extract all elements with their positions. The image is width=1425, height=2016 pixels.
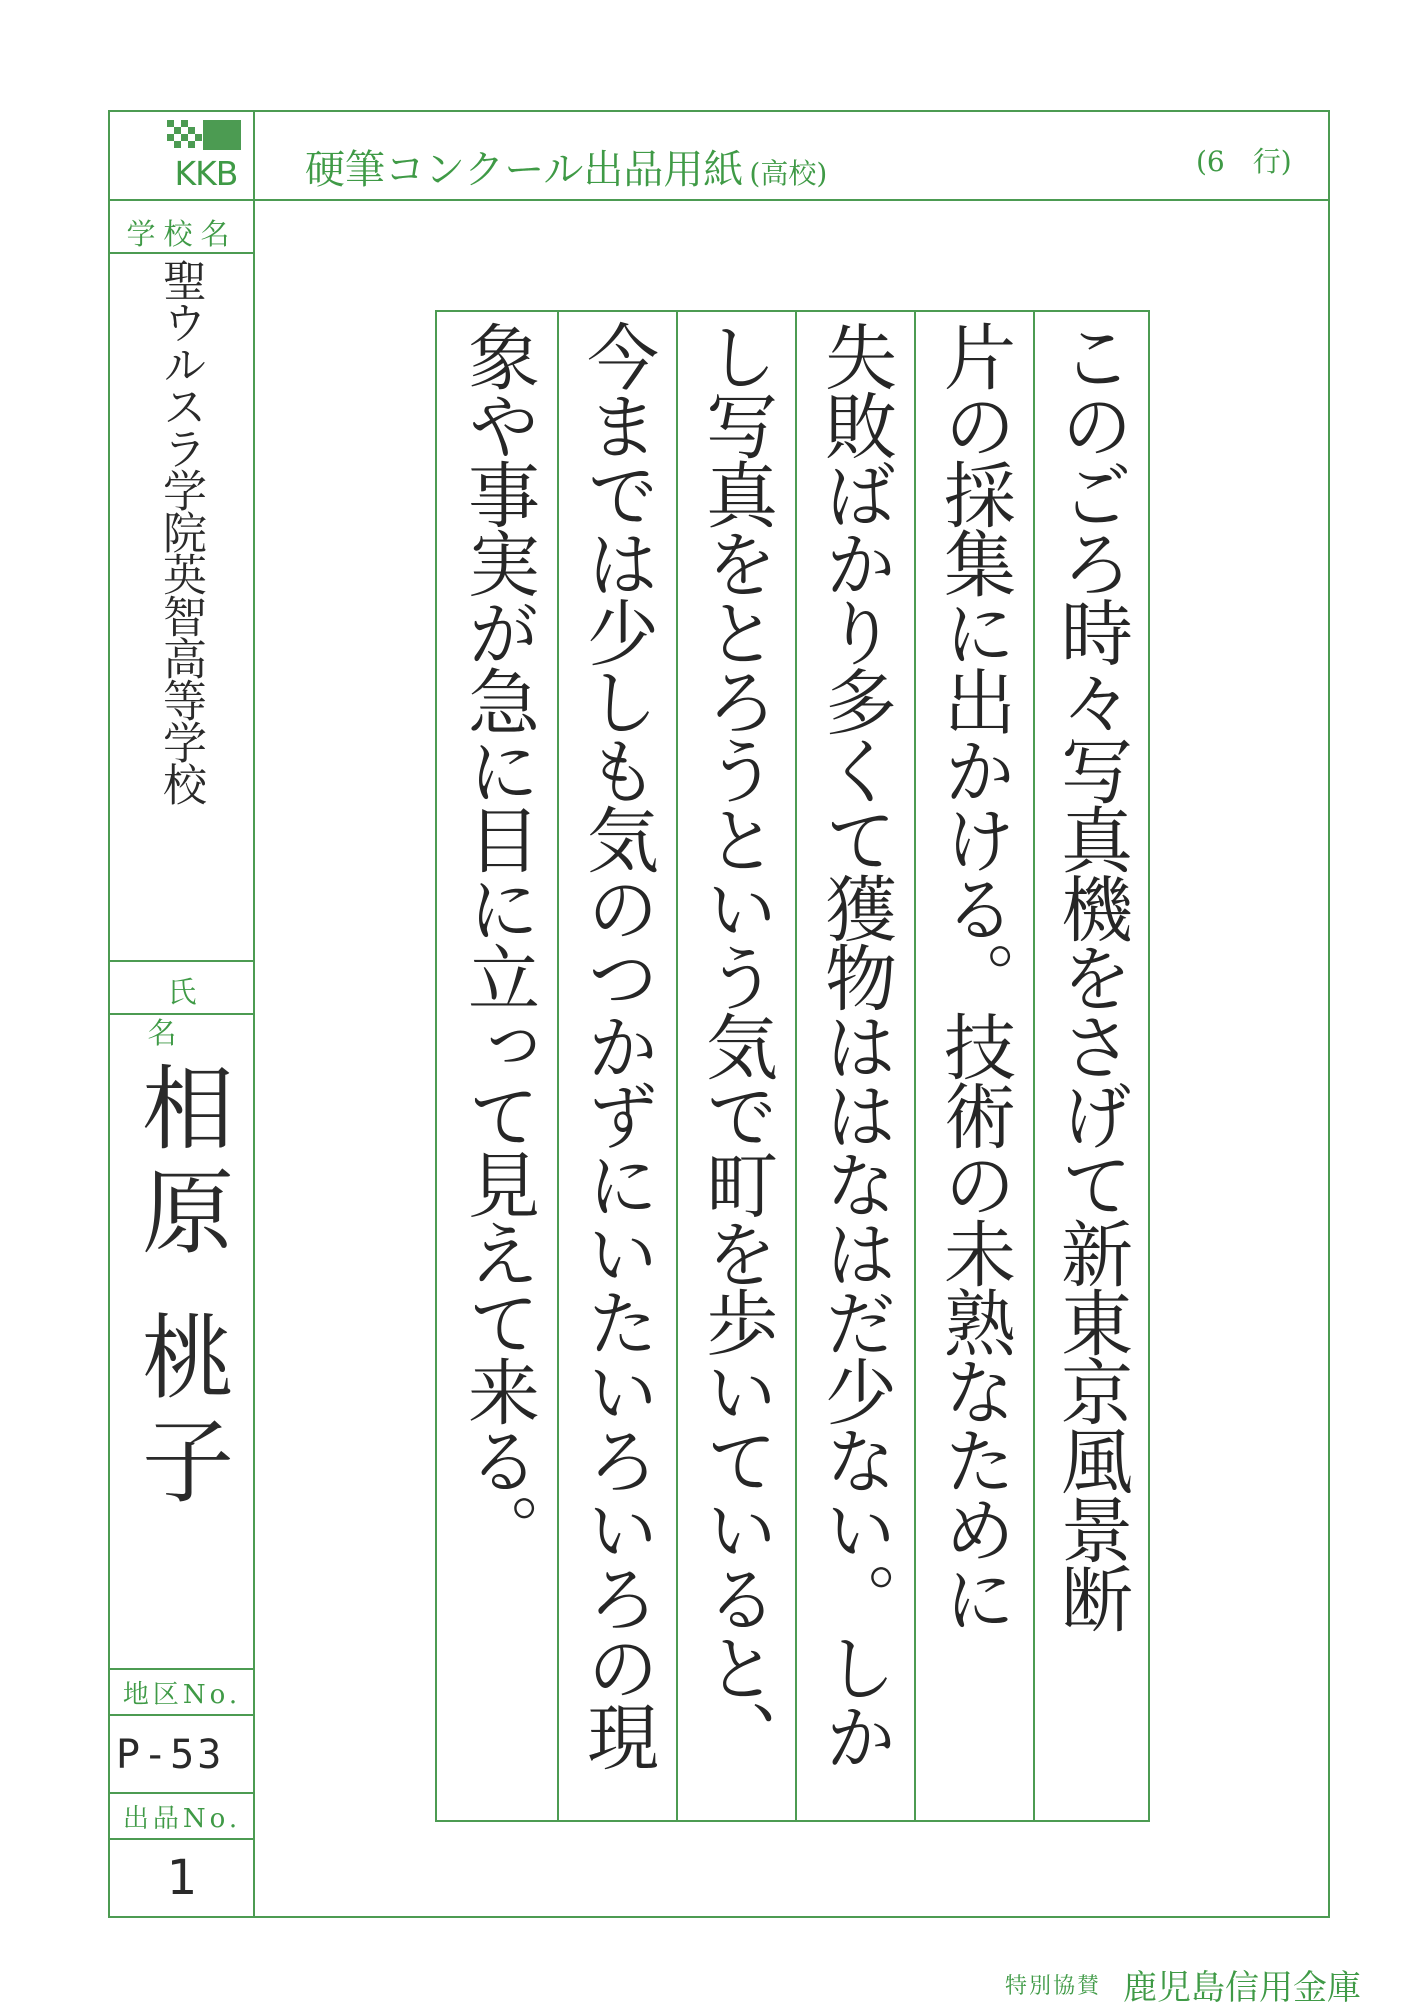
student-name: 相原 桃子: [127, 1060, 234, 1518]
form-title-main: 硬筆コンクール出品用紙: [305, 147, 744, 193]
district-label: 地区No.: [122, 1680, 242, 1710]
column-text: 今までは少しも気のつかずにいたいろいろの現: [575, 320, 659, 1769]
column-text: 象や事実が急に目に立って見えて来る。: [456, 320, 540, 1562]
writing-grid: [435, 310, 1150, 1822]
sidebar-divider-district-top: [108, 1668, 254, 1670]
name-label: 氏名: [147, 975, 237, 1050]
writing-column: [795, 312, 914, 1820]
writing-column: [557, 312, 676, 1820]
district-number: P-53: [116, 1732, 225, 1778]
school-label: 学校名: [126, 217, 238, 251]
form-title-sub: (高校): [749, 157, 828, 190]
school-name: 聖ウルスラ学院英智高等学校: [155, 258, 206, 804]
sponsor: [1005, 1960, 1361, 2009]
form-title: [305, 138, 827, 195]
writing-column: [1033, 312, 1150, 1820]
lines-count: (6 行): [1196, 145, 1292, 178]
sidebar-divider-district: [108, 1714, 254, 1716]
column-text: 失敗ばかり多くて獲物ははなはだ少ない。しか: [813, 320, 897, 1769]
column-text: 片の採集に出かける。技術の未熟なために: [932, 320, 1016, 1631]
sidebar-divider-name-top: [108, 960, 254, 962]
sidebar-divider-entry: [108, 1838, 254, 1840]
entry-label: 出品No.: [122, 1804, 242, 1834]
writing-column: [914, 312, 1033, 1820]
sponsor-name: 鹿児島信用金庫: [1123, 1968, 1362, 2008]
writing-column: [676, 312, 795, 1820]
sidebar-divider-entry-top: [108, 1792, 254, 1794]
logo-text: KKB: [174, 154, 238, 193]
entry-number: 1: [166, 1850, 198, 1906]
writing-column: [437, 312, 557, 1820]
sponsor-label: 特別協賛: [1005, 1974, 1102, 1999]
header-divider: [108, 199, 1330, 201]
column-text: し写真をとろうという気で町を歩いていると、: [694, 320, 778, 1769]
column-text: このごろ時々写真機をさげて新東京風景断: [1049, 320, 1133, 1631]
